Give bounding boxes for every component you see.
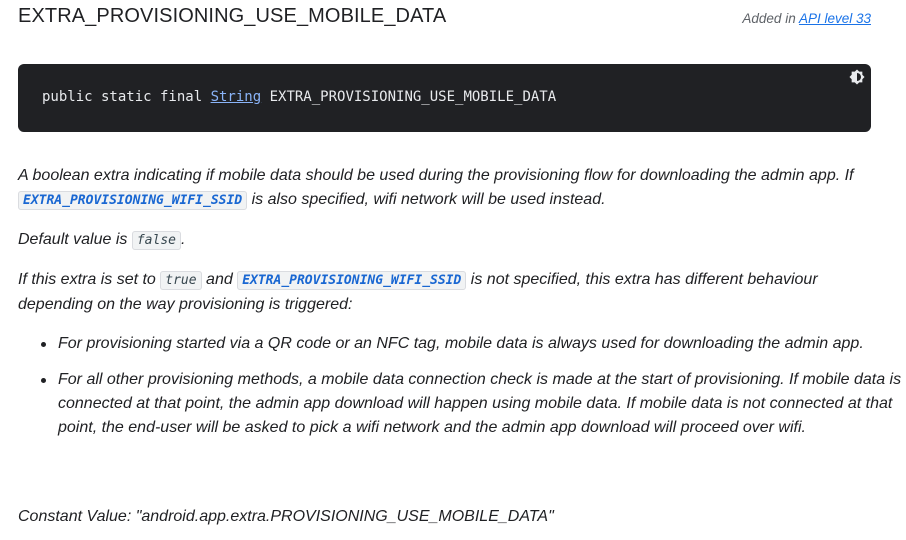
behaviour-paragraph bbox=[18, 268, 878, 317]
description-paragraph bbox=[18, 164, 878, 213]
default-value-text: Default value is bbox=[18, 231, 132, 248]
constant-value: Constant Value: "android.app.extra.PROVISIONING_USE_MOBILE_DATA" bbox=[18, 508, 554, 525]
string-type-link[interactable]: String bbox=[210, 89, 262, 105]
description-text: is also specified, wifi network will be used instead. bbox=[247, 191, 606, 208]
true-value-code: true bbox=[160, 271, 201, 290]
api-level-note bbox=[742, 11, 871, 26]
added-in-label: Added in bbox=[742, 11, 799, 26]
code-modifiers: public static final bbox=[42, 89, 211, 105]
default-value-text: . bbox=[180, 231, 186, 248]
page-title: EXTRA_PROVISIONING_USE_MOBILE_DATA bbox=[18, 5, 447, 27]
theme-toggle-icon[interactable] bbox=[849, 69, 865, 85]
behaviour-text: is not specified, this extra has different behaviour depending on the way provisioning is triggered: bbox=[18, 271, 818, 313]
description-text: A boolean extra indicating if mobile data should be used during the provisioning flow for downloading the admin app. If bbox=[18, 167, 854, 184]
default-value-paragraph bbox=[18, 228, 878, 253]
api-level-link[interactable]: API level 33 bbox=[798, 11, 871, 26]
behaviour-text: If this extra is set to bbox=[18, 271, 161, 288]
code-signature bbox=[42, 89, 556, 105]
default-value-code: false bbox=[132, 231, 181, 250]
behaviour-text: and bbox=[201, 271, 238, 288]
constant-name: EXTRA_PROVISIONING_USE_MOBILE_DATA bbox=[261, 89, 557, 105]
wifi-ssid-link[interactable]: EXTRA_PROVISIONING_WIFI_SSID bbox=[237, 271, 466, 290]
code-signature-block bbox=[18, 64, 871, 132]
list-item: For provisioning started via a QR code or an NFC tag, mobile data is always used for downloading the admin app. bbox=[58, 332, 906, 356]
provisioning-bullet-list bbox=[18, 332, 906, 452]
list-item: For all other provisioning methods, a mobile data connection check is made at the start of provisioning. If mobile data is connected at that point, the admin app download will happen using mobile data. If mobile data is not connected at that point, the end-user will be asked to pick a wifi network and the admin app download will proceed over wifi. bbox=[58, 368, 906, 440]
wifi-ssid-link[interactable]: EXTRA_PROVISIONING_WIFI_SSID bbox=[18, 191, 247, 210]
